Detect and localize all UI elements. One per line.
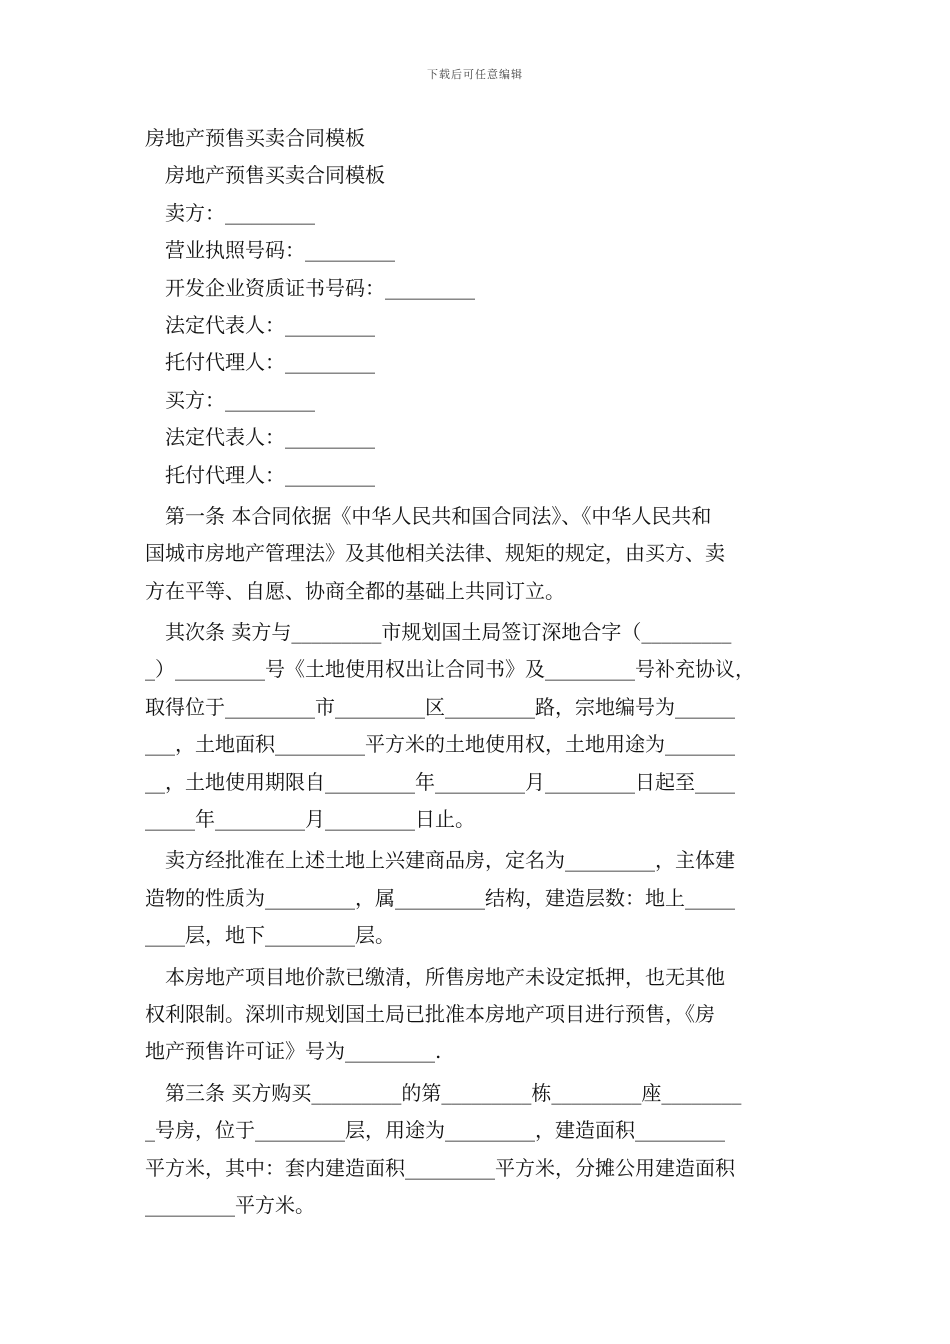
paragraph-line: 国城市房地产管理法》及其他相关法律、规矩的规定，由买方、卖 — [145, 541, 725, 566]
party-line: 法定代表人：_________ — [165, 312, 375, 337]
article-1 — [145, 498, 810, 610]
party-line: 托付代理人：_________ — [165, 462, 375, 487]
paragraph-line: _号房，位于_________层，用途为_________，建造面积_________ — [145, 1118, 725, 1143]
document-title: 房地产预售买卖合同模板 — [145, 126, 365, 150]
paragraph-line: ____层，地下_________层。 — [145, 923, 395, 948]
party-line: 开发企业资质证书号码：_________ — [165, 275, 475, 300]
paragraph-project-name — [145, 842, 810, 954]
paragraph-presale-permit — [145, 959, 810, 1071]
article-2 — [145, 614, 810, 838]
article-3 — [145, 1075, 810, 1225]
paragraph-line: 其次条 卖方与_________市规划国土局签订深地合字（_________ — [165, 620, 732, 645]
paragraph-line: _____年_________月_________日止。 — [145, 807, 475, 832]
paragraph-line: 方在平等、自愿、协商全都的基础上共同订立。 — [145, 578, 565, 603]
paragraph-line: 造物的性质为_________，属_________结构，建造层数：地上_____ — [145, 885, 735, 910]
party-line: 法定代表人：_________ — [165, 425, 375, 450]
paragraph-line: 平方米，其中：套内建造面积_________平方米，分摊公用建造面积 — [145, 1155, 735, 1180]
paragraph-line: 本房地产项目地价款已缴清，所售房地产未设定抵押，也无其他 — [165, 964, 725, 989]
paragraph-line: 取得位于_________市_________区_________路，宗地编号为______ — [145, 694, 735, 719]
party-line: 托付代理人：_________ — [165, 350, 375, 375]
party-line: 卖方：_________ — [165, 200, 315, 225]
paragraph-line: ___，土地面积_________平方米的土地使用权，土地用途为_______ — [145, 732, 735, 757]
paragraph-line: 权利限制。深圳市规划国土局已批准本房地产项目进行预售，《房 — [145, 1001, 715, 1026]
paragraph-line: _________平方米。 — [145, 1192, 315, 1217]
party-line: 买方：_________ — [165, 387, 315, 412]
document-subtitle: 房地产预售买卖合同模板 — [165, 163, 385, 188]
paragraph-line: 地产预售许可证》号为_________. — [145, 1039, 442, 1064]
paragraph-line: 卖方经批准在上述土地上兴建商品房，定名为_________，主体建 — [165, 848, 735, 873]
page-header-note: 下载后可任意编辑 — [427, 68, 523, 81]
parties-section — [145, 195, 810, 494]
paragraph-line: 第三条 买方购买_________的第_________栋_________座________ — [165, 1080, 742, 1105]
paragraph-line: _）_________号《土地使用权出让合同书》及_________号补充协议， — [145, 657, 755, 682]
paragraph-line: 第一条 本合同依据《中华人民共和国合同法》、《中华人民共和 — [165, 503, 712, 528]
paragraph-line: __，土地使用期限自_________年_________月_________日起至____ — [145, 769, 735, 794]
document-body — [145, 120, 810, 1224]
party-line: 营业执照号码：_________ — [165, 238, 395, 263]
